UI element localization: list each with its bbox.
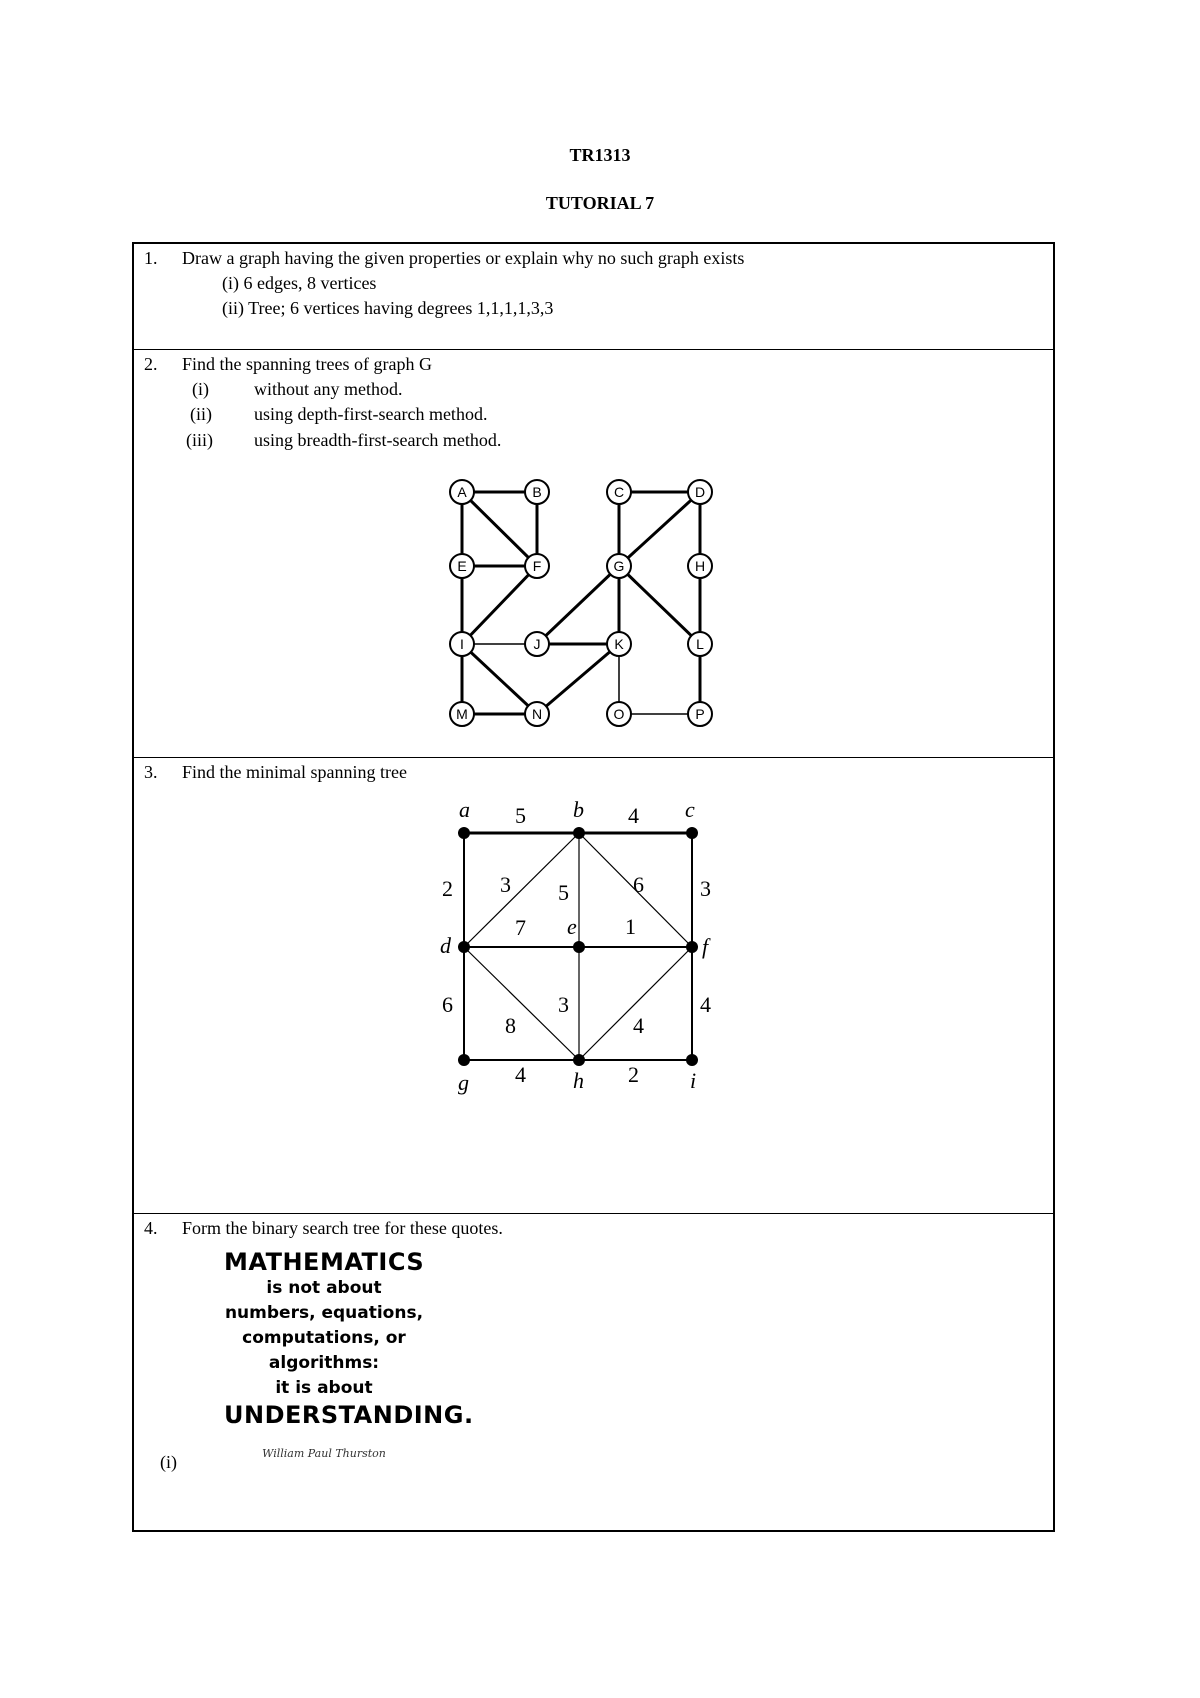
weight-ad: 2 — [442, 876, 453, 901]
weight-bc: 4 — [628, 803, 639, 828]
vertex-b — [525, 480, 549, 504]
question-2-item-iii-number: (iii) — [186, 430, 213, 450]
label-b: b — [573, 797, 584, 822]
vertex-o — [607, 702, 631, 726]
svg-text:L: L — [696, 636, 704, 652]
question-3-number: 3. — [144, 762, 158, 782]
svg-text:B: B — [532, 484, 542, 500]
svg-text:P: P — [695, 706, 705, 722]
quote-author-signature: William Paul Thurston — [262, 1447, 386, 1460]
weight-hi: 2 — [628, 1062, 639, 1087]
graph-g-edges — [462, 492, 700, 714]
node-b — [573, 827, 585, 839]
label-i: i — [690, 1068, 697, 1093]
question-2-cell — [134, 350, 1053, 758]
quote-line-7: UNDERSTANDING. — [224, 1401, 474, 1429]
vertex-m — [450, 702, 474, 726]
weight-ef: 1 — [625, 914, 636, 939]
question-3-text: Find the minimal spanning tree — [182, 762, 407, 782]
quote-line-3: numbers, equations, — [224, 1303, 424, 1323]
svg-text:M: M — [456, 706, 468, 722]
svg-text:F: F — [532, 558, 542, 574]
vertex-h — [688, 554, 712, 578]
svg-text:H: H — [694, 558, 706, 574]
svg-text:O: O — [613, 706, 625, 722]
quote-line-1: MATHEMATICS — [224, 1248, 425, 1276]
weight-db: 3 — [500, 872, 511, 897]
label-a: a — [459, 797, 470, 822]
node-i — [686, 1054, 698, 1066]
label-c: c — [685, 797, 695, 822]
question-3-cell — [134, 758, 1053, 1214]
question-2-item-i-text: without any method. — [254, 379, 403, 399]
question-2-item-ii-number: (ii) — [190, 404, 212, 424]
question-1-cell — [134, 244, 1053, 350]
question-4-text: Form the binary search tree for these quotes. — [182, 1218, 503, 1238]
question-4-sub-i: (i) — [160, 1452, 177, 1472]
vertex-n — [525, 702, 549, 726]
node-d — [458, 941, 470, 953]
vertex-d — [688, 480, 712, 504]
node-a — [458, 827, 470, 839]
vertex-k — [607, 632, 631, 656]
svg-text:I: I — [460, 636, 464, 652]
svg-text:C: C — [613, 484, 625, 500]
vertex-p — [688, 702, 712, 726]
vertex-a — [450, 480, 474, 504]
svg-text:D: D — [694, 484, 706, 500]
label-h: h — [573, 1068, 584, 1093]
svg-text:G: G — [613, 558, 625, 574]
node-h — [573, 1054, 585, 1066]
question-2-item-i-number: (i) — [192, 379, 209, 399]
weight-eh: 3 — [558, 992, 569, 1017]
svg-text:N: N — [531, 706, 543, 722]
weight-gh: 4 — [515, 1062, 526, 1087]
weighted-graph-diagram — [424, 792, 714, 1112]
label-e: e — [567, 914, 577, 939]
graph-g-diagram — [434, 464, 734, 734]
svg-text:A: A — [457, 484, 467, 500]
vertex-j — [525, 632, 549, 656]
weight-ab: 5 — [515, 803, 526, 828]
weight-fi: 4 — [700, 992, 711, 1017]
tutorial-table — [132, 242, 1055, 1532]
weight-dh: 8 — [505, 1013, 516, 1038]
svg-text:K: K — [614, 636, 624, 652]
question-2-item-iii-text: using breadth-first-search method. — [254, 430, 502, 450]
weight-hf: 4 — [633, 1013, 644, 1038]
question-1-item-ii: (ii) Tree; 6 vertices having degrees 1,1,1,1,3,3 — [222, 298, 554, 318]
question-2-text: Find the spanning trees of graph G — [182, 354, 432, 374]
label-g: g — [458, 1070, 469, 1095]
svg-text:E: E — [457, 558, 467, 574]
svg-text:J: J — [533, 636, 541, 652]
quote-line-5: algorithms: — [268, 1353, 380, 1373]
weight-bf: 6 — [633, 872, 644, 897]
page-title: TUTORIAL 7 — [545, 193, 655, 213]
vertex-l — [688, 632, 712, 656]
label-d: d — [440, 933, 451, 958]
label-f: f — [702, 934, 709, 959]
question-4-number: 4. — [144, 1218, 158, 1238]
weight-de: 7 — [515, 915, 526, 940]
node-c — [686, 827, 698, 839]
weight-be: 5 — [558, 880, 569, 905]
weight-dg: 6 — [442, 992, 453, 1017]
vertex-i — [450, 632, 474, 656]
quote-image — [224, 1248, 474, 1460]
question-1-text: Draw a graph having the given properties or explain why no such graph exists — [182, 248, 745, 268]
vertex-e — [450, 554, 474, 578]
vertex-g — [607, 554, 631, 578]
question-4-cell — [134, 1214, 1053, 1530]
node-g — [458, 1054, 470, 1066]
quote-line-4: computations, or — [242, 1328, 406, 1348]
question-2-number: 2. — [144, 354, 158, 374]
vertex-f — [525, 554, 549, 578]
question-1-number: 1. — [144, 248, 158, 268]
question-2-item-ii-text: using depth-first-search method. — [254, 404, 488, 424]
quote-line-6: it is about — [275, 1378, 373, 1398]
node-e — [573, 941, 585, 953]
question-1-item-i: (i) 6 edges, 8 vertices — [222, 273, 377, 293]
course-code: TR1313 — [569, 145, 631, 165]
node-f — [686, 941, 698, 953]
weight-cf: 3 — [700, 876, 711, 901]
quote-line-2: is not about — [266, 1278, 382, 1298]
vertex-c — [607, 480, 631, 504]
